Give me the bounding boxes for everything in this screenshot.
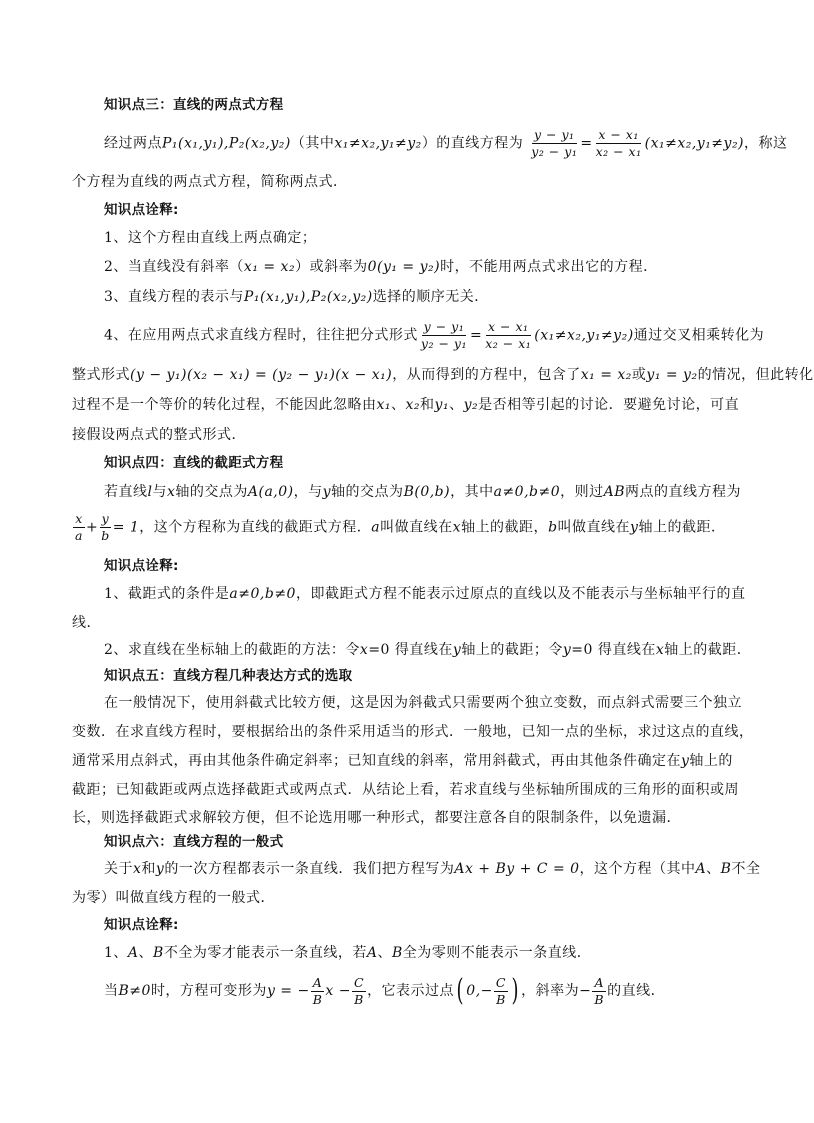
- fraction-numerator: C: [495, 974, 506, 990]
- math: a≠0,b≠0: [493, 484, 561, 500]
- text: 不全: [731, 861, 761, 877]
- text: 和: [420, 397, 435, 413]
- math: x₁ = x₂: [580, 367, 632, 383]
- text: 轴上的截距，: [461, 519, 549, 536]
- math: b: [548, 519, 558, 536]
- text: 轴的交点为: [331, 484, 404, 500]
- fraction-denominator: a: [75, 528, 83, 543]
- fraction-denominator: B: [312, 991, 323, 1007]
- fraction-x-a: [73, 512, 85, 543]
- text: ）或斜率为: [295, 259, 368, 275]
- fraction-numerator: A: [312, 974, 323, 990]
- section-heading-5: [104, 666, 352, 686]
- math: y: [155, 861, 165, 877]
- text: 轴上的截距．: [664, 642, 752, 658]
- text: 时，不能用两点式求出它的方程．: [440, 259, 658, 275]
- text: 、: [138, 945, 154, 961]
- heading-text: 知识点六：直线方程的一般式: [104, 834, 284, 850]
- math: x: [166, 484, 176, 500]
- math: B≠0: [118, 983, 151, 999]
- text: 全为零则不能表示一条直线．: [402, 945, 592, 961]
- math: = 1: [112, 519, 140, 536]
- explain-label: [104, 915, 179, 935]
- math: y₂: [463, 397, 479, 413]
- math-condition: (x₁≠x₂,y₁≠y₂): [644, 135, 745, 152]
- fraction-numerator: x: [75, 511, 83, 526]
- math: x₂: [405, 397, 421, 413]
- paragraph-line: [72, 751, 733, 771]
- math: AB: [603, 484, 626, 500]
- fraction-y-b: [99, 512, 112, 543]
- text: 1、: [104, 945, 128, 961]
- text: 接假设两点式的整式形式．: [72, 427, 246, 443]
- fraction-a-b: [311, 976, 325, 1007]
- math: y: [630, 519, 639, 536]
- text: ，斜率为: [521, 983, 580, 999]
- text: 轴上的截距；令: [461, 642, 563, 658]
- label-text: 知识点诠释:: [104, 558, 179, 574]
- section-heading-6: [104, 832, 283, 852]
- text: 、: [449, 397, 464, 413]
- text: 为零）叫做直线方程的一般式．: [72, 890, 275, 906]
- math: x −: [325, 983, 351, 999]
- fraction-numerator: y − y₁: [423, 319, 465, 334]
- math: A: [366, 945, 378, 961]
- text: ，从而得到的方程中，包含了: [392, 367, 581, 383]
- fraction-denominator: B: [354, 991, 364, 1007]
- text: 2、当直线没有斜率（: [104, 259, 244, 275]
- math: x₁ = x₂: [243, 259, 296, 275]
- text: ，即截距式方程不能表示过原点的直线以及不能表示与坐标轴平行的直: [295, 586, 746, 602]
- fraction-c-b: [494, 976, 508, 1007]
- text: 选择的顺序无关．: [372, 289, 489, 305]
- paragraph-line: [104, 693, 742, 713]
- equals-sign: =: [580, 135, 593, 152]
- paragraph-line: [72, 780, 739, 800]
- text: =0 得直线在: [571, 642, 656, 658]
- math: x: [655, 642, 665, 658]
- math: x: [452, 519, 462, 536]
- text: 关于: [104, 861, 133, 877]
- parenthesis: (: [456, 973, 464, 1008]
- paragraph-line: [72, 722, 754, 742]
- paragraph-line: [72, 172, 348, 192]
- text: 轴上的: [689, 753, 733, 769]
- text: 通过交叉相乘转化为: [633, 327, 765, 344]
- math: B: [391, 945, 403, 961]
- text: 的直线．: [607, 983, 666, 999]
- text: 、: [377, 945, 392, 961]
- paragraph-two-point-form: [104, 128, 788, 159]
- label-text: 知识点诠释:: [104, 202, 179, 218]
- text: 4、在应用两点式求直线方程时，往往把分式形式: [104, 327, 418, 344]
- text: 截距；已知截距或两点选择截距式或两点式．从结论上看，若求直线与坐标轴所围成的三角形的面积或周: [72, 782, 739, 798]
- equals-sign: =: [469, 327, 483, 344]
- section-heading-4: [104, 453, 283, 473]
- math-condition: x₁≠x₂,y₁≠y₂: [334, 135, 422, 152]
- fraction-numerator: y − y₁: [534, 127, 575, 142]
- text: 2、求直线在坐标轴上的截距的方法：令: [104, 642, 360, 658]
- paragraph-line: [72, 888, 275, 908]
- list-item: [104, 584, 745, 604]
- text: 与: [152, 484, 167, 500]
- math: B: [153, 945, 164, 961]
- text: 过程不是一个等价的转化过程，不能因此忽略由: [72, 397, 377, 413]
- math: y = −: [266, 983, 310, 999]
- math: −: [579, 983, 592, 999]
- fraction-numerator: A: [594, 974, 605, 990]
- text: 1、截距式的条件是: [104, 586, 230, 602]
- text: ，它表示过点: [367, 983, 455, 999]
- text: 是否相等引起的讨论．要避免讨论，可直: [478, 397, 740, 413]
- text: 长，则选择截距式求解较方便，但不论选用哪一种形式，都要注意各自的限制条件，以免遗漏．: [72, 810, 681, 826]
- fraction-denominator: y₂ − y₁: [531, 144, 578, 159]
- math: A: [127, 945, 139, 961]
- fraction-numerator: x − x₁: [598, 127, 639, 142]
- text: 经过两点: [104, 135, 162, 152]
- section-heading-3: [104, 95, 283, 115]
- fraction-y: [529, 128, 579, 159]
- text: 整式形式: [72, 367, 130, 383]
- math: A(a,0): [247, 484, 294, 500]
- fraction-denominator: b: [101, 528, 110, 543]
- fraction-x: [594, 128, 644, 159]
- fraction-denominator: y₂ − y₁: [420, 336, 467, 351]
- explain-label: [104, 200, 179, 220]
- math: B: [720, 861, 732, 877]
- paragraph-line: [72, 425, 246, 445]
- text: 和: [141, 861, 156, 877]
- text: 当: [104, 983, 119, 999]
- text: ，其中: [450, 484, 494, 500]
- math: a: [371, 519, 381, 536]
- text: 的一次方程都表示一条直线．我们把方程写为: [164, 861, 455, 877]
- fraction-a-b: [592, 976, 606, 1007]
- list-item: [104, 975, 665, 1007]
- list-item: [104, 287, 489, 307]
- text: 3、直线方程的表示与: [104, 289, 244, 305]
- fraction-denominator: x₂ − x₁: [595, 144, 642, 159]
- text: =0 得直线在: [368, 642, 453, 658]
- text: 若直线: [104, 484, 148, 500]
- paragraph-intercept-form: [104, 482, 741, 502]
- text: （其中: [290, 135, 335, 152]
- text: 在一般情况下，使用斜截式比较方便，这是因为斜截式只需要两个独立变数，而点斜式需要三个独立: [104, 695, 742, 711]
- text: ，与: [293, 484, 323, 500]
- math: 0,−: [466, 983, 493, 999]
- fraction-x: [483, 320, 533, 351]
- text: 线．: [72, 615, 101, 631]
- text: 叫做直线在: [557, 519, 631, 536]
- paragraph-line: [72, 365, 814, 385]
- math: y₁ = y₂: [646, 367, 698, 383]
- text: 轴上的截距．: [638, 519, 726, 536]
- text: 通常采用点斜式，再由其他条件确定斜率；已知直线的斜率，常用斜截式，再由其他条件确定在: [72, 753, 681, 769]
- text: 叫做直线在: [380, 519, 453, 536]
- math: x₁: [376, 397, 392, 413]
- paragraph-line: [72, 512, 725, 543]
- text: ，这个方程（其中: [579, 861, 696, 877]
- heading-text: 知识点四：直线的截距式方程: [104, 455, 284, 471]
- math-condition: (x₁≠x₂,y₁≠y₂): [534, 327, 634, 344]
- paragraph-general-form: [104, 859, 760, 879]
- math: P₁(x₁,y₁),P₂(x₂,y₂): [243, 289, 373, 305]
- math: y: [452, 642, 462, 658]
- text: ，这个方程称为直线的截距式方程．: [139, 519, 372, 536]
- math: y₁: [434, 397, 450, 413]
- list-item: [104, 943, 591, 963]
- text: 时，方程可变形为: [150, 983, 267, 999]
- math: (y − y₁)(x₂ − x₁) = (y₂ − y₁)(x − x₁): [130, 367, 393, 383]
- label-text: 知识点诠释:: [104, 917, 179, 933]
- fraction-denominator: B: [496, 991, 506, 1007]
- text: ）的直线方程为: [421, 135, 524, 152]
- math: x: [133, 861, 142, 877]
- math: A: [695, 861, 707, 877]
- text: 轴的交点为: [175, 484, 248, 500]
- paragraph-line: [72, 808, 681, 828]
- math: 0(y₁ = y₂): [367, 259, 441, 275]
- math: y: [681, 753, 690, 769]
- text: 、: [391, 397, 406, 413]
- text: 变数．在求直线方程时，要根据给出的条件采用适当的形式．一般地，已知一点的坐标，求过这点的直线，: [72, 724, 754, 740]
- fraction-numerator: y: [101, 511, 110, 526]
- fraction-c-b: [352, 976, 366, 1007]
- math: a≠0,b≠0: [229, 586, 296, 602]
- math-points: P₁(x₁,y₁),P₂(x₂,y₂): [162, 135, 291, 152]
- list-item: [104, 320, 764, 351]
- list-item: [104, 257, 658, 277]
- paragraph-line: [72, 613, 101, 633]
- fraction-y: [419, 320, 469, 351]
- explain-label: [104, 556, 179, 576]
- heading-text: 知识点三：直线的两点式方程: [104, 97, 284, 113]
- text: 、: [706, 861, 721, 877]
- math: y: [562, 642, 572, 658]
- fraction-numerator: x − x₁: [487, 319, 529, 334]
- text: 1、这个方程由直线上两点确定；: [104, 230, 317, 246]
- math: +: [85, 519, 99, 536]
- parenthesis: ): [511, 973, 519, 1008]
- fraction-denominator: x₂ − x₁: [485, 336, 532, 351]
- text: 两点的直线方程为: [625, 484, 742, 500]
- heading-text: 知识点五：直线方程几种表达方式的选取: [104, 668, 353, 684]
- text: 不全为零才能表示一条直线，若: [163, 945, 367, 961]
- math: y: [322, 484, 332, 500]
- text: 个方程为直线的两点式方程，简称两点式．: [72, 174, 348, 190]
- math: x: [359, 642, 369, 658]
- list-item: [104, 228, 316, 248]
- math: l: [147, 484, 153, 500]
- text: 或: [631, 367, 647, 383]
- math: Ax + By + C = 0: [454, 861, 580, 877]
- fraction-numerator: C: [353, 974, 365, 990]
- paragraph-line: [72, 395, 739, 415]
- text: 的情况，但此转化: [697, 367, 814, 383]
- math: B(0,b): [403, 484, 451, 500]
- list-item: [104, 640, 751, 660]
- text: ，称这: [744, 135, 788, 152]
- text: ，则过: [560, 484, 604, 500]
- fraction-denominator: B: [594, 991, 605, 1007]
